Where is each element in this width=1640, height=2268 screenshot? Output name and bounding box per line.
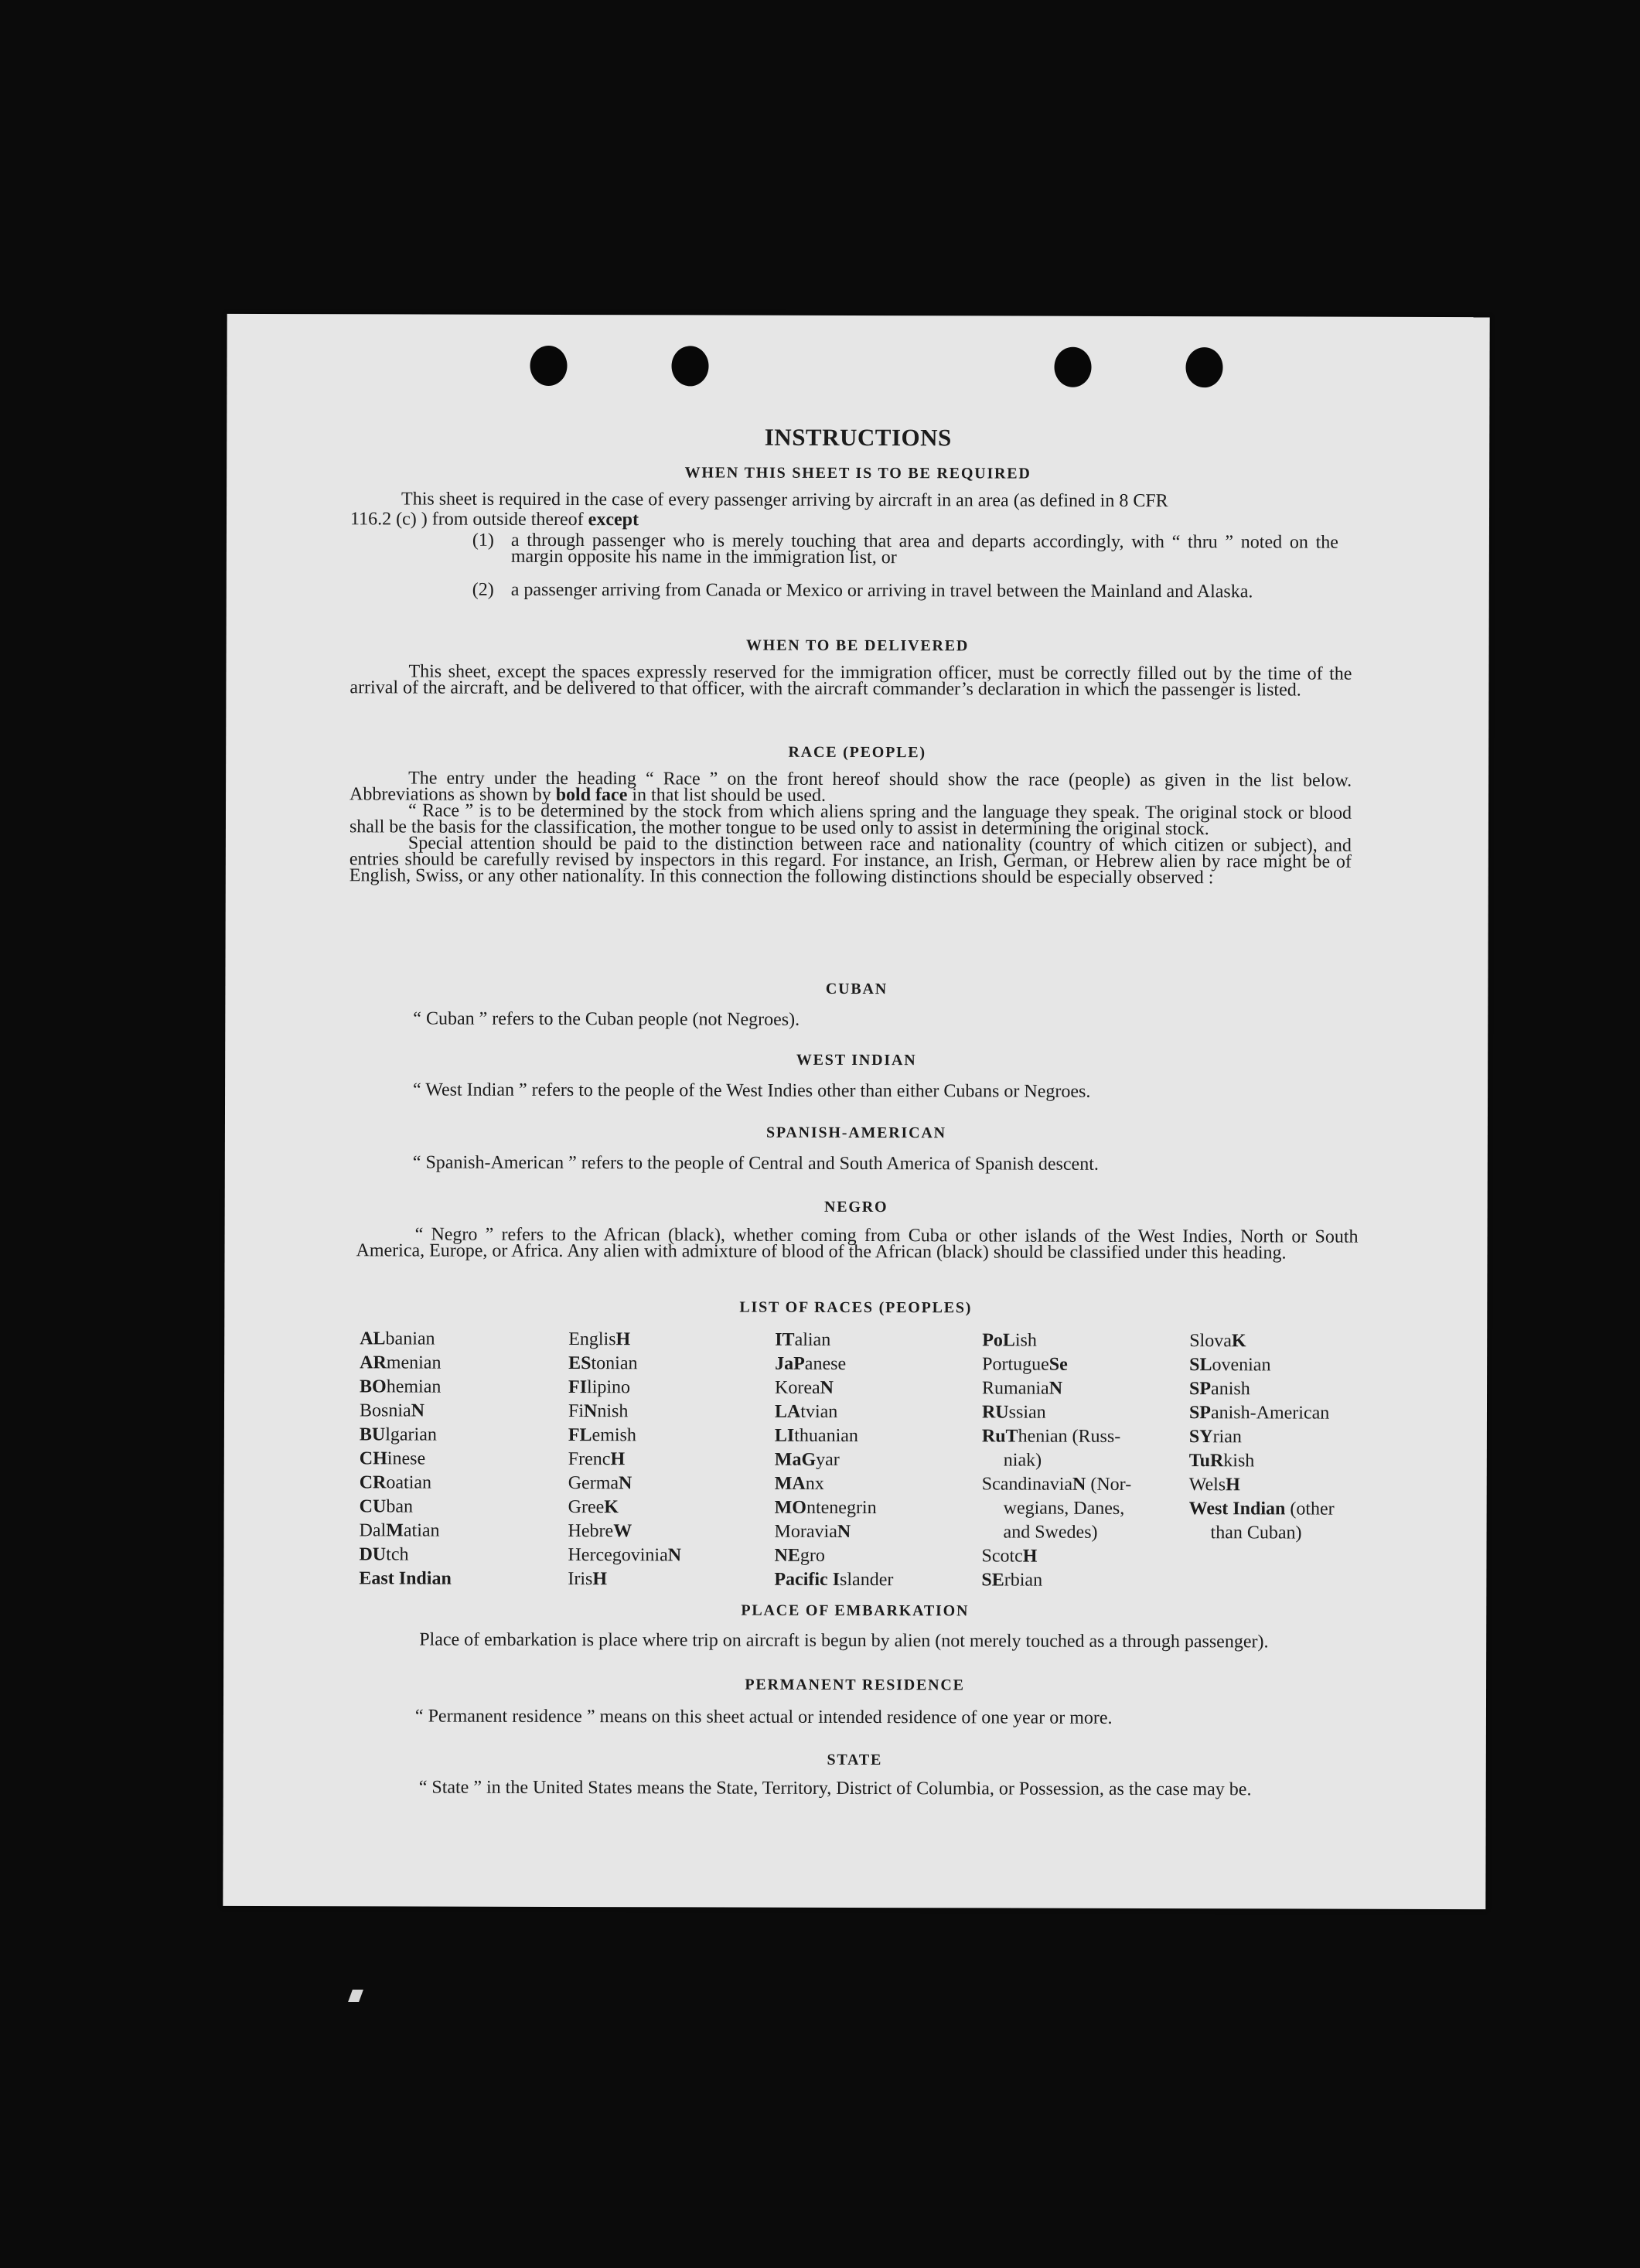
race-paragraphs bbox=[349, 770, 1352, 886]
punch-hole bbox=[1185, 347, 1222, 387]
race-entry: EStonian bbox=[568, 1353, 638, 1374]
race-paragraph-2: “ Race ” is to be determined by the stock from which aliens spring and the language they speak. The original stock or blood shall be the basis for the classification, the mother tongue to be used only to assist in determining the original stock. bbox=[349, 800, 1352, 840]
races-column bbox=[981, 1328, 1187, 1593]
race-entry: TuRkish bbox=[1188, 1451, 1255, 1472]
race-entry: BosniaN bbox=[359, 1400, 425, 1421]
race-paragraph-3: Special attention should be paid to the distinction between race and nationality (country of which citizen or subject), and entries should be carefully revised by inspectors in this regard. For instance, an Irish, German, or Hebrew alien by race might be of English, Swiss, or any other nationality. In this connection the following distinctions should be especially observed : bbox=[349, 833, 1352, 888]
heading-state: STATE bbox=[827, 1751, 883, 1769]
heading-spanish-american: SPANISH-AMERICAN bbox=[765, 1124, 946, 1142]
races-column bbox=[774, 1328, 980, 1593]
race-entry: HebreW bbox=[568, 1521, 632, 1542]
race-entry: BOhemian bbox=[360, 1376, 442, 1397]
races-column bbox=[568, 1328, 773, 1592]
race-entry: LAtvian bbox=[774, 1401, 838, 1422]
race-entry: RuThenian (Russ- niak) bbox=[981, 1426, 1121, 1471]
race-entry: RumaniaN bbox=[982, 1378, 1063, 1399]
heading-list-of-races: LIST OF RACES (PEOPLES) bbox=[739, 1298, 973, 1317]
race-paragraph-1: The entry under the heading “ Race ” on the front hereof should show the race (people) as given in the list below. Abbreviations as shown by bold face in that list should be used. bbox=[349, 768, 1352, 806]
punch-hole bbox=[671, 346, 708, 386]
heading-negro: NEGRO bbox=[823, 1198, 888, 1216]
race-entry: Pacific Islander bbox=[774, 1569, 894, 1591]
document-sheet: INSTRUCTIONS WHEN THIS SHEET IS TO BE REQUIRED This sheet is required in the case of every passenger arriving by aircraft in an area (as defined in 8 CFR 116.2 (c) ) from outside thereof except (1) a through passenger who is merely touching that area and departs accordingly, with “ thru ” noted on the margin opposite his name in the immigration list, or (2) a passenger arriving from Canada or Mexico or arriving in travel between the Mainland and Alaska. WHEN TO BE DELIVERED This sheet, except the spaces expressly reserved for the immigration officer, must be correctly filled out by the time of the arrival of the aircraft, and be delivered to that officer, with the aircraft commander’s declaration in which the passenger is listed. RACE (PEOPLE) The entry under the heading “ Race ” on the front hereof should show the race (people) as given in the list below. Abbreviations as shown by bold face in that list should be used. “ Race ” is to be determined by the stock from which aliens spring and the language they speak. The original stock or blood shall be the basis for the classification, the mother tongue to be used only to assist in determining the original stock. Special attention should be paid to the distinction between race and nationality (country of which citizen or subject), and entries should be carefully revised by inspectors in this regard. For instance, an Irish, German, or Hebrew alien by race might be of English, Swiss, or any other nationality. In this connection the following distinctions should be especially observed : CUBAN “ Cuban ” refers to the Cuban people (not Negroes). WEST INDIAN “ West Indian ” refers to the people of the West Indies other than either Cubans or Negroes. SPANISH-AMERICAN “ Spanish-American ” refers to the people of Central and South America of Spanish descent. NEGRO “ Negro ” refers to the African (black), whether coming from Cuba or other islands of the West Indies, North or South America, Europe, or Africa. Any alien with admixture of blood of the African (black) should be classified under this heading. LIST OF RACES (PEOPLES) ALbanian ARmenian BOhemian BosniaN BUlgarian CHinese CRoatian CUban DalMatian DUtch East Indian EnglisH EStonian FIlipino FiNnish FLemish FrencH GermaN GreeK HebreW HercegoviniaN IrisH ITalian JaPanese KoreaN LAtvian LIthuanian MaGyar MAnx MOntenegrin MoraviaN NEgro Pacific Islander PoLish PortugueSe RumaniaN RUssian RuThenian (Russ- niak) ScandinaviaN (Nor- wegians, Danes, and Swedes) ScotcH SErbian SlovaK SLovenian SPanish SPanish-American SYrian TuRkish WelsH West Indian (other than Cuban) PLACE OF EMBARKATION Place of embarkation is place where trip on aircraft is begun by alien (not merely touched as a through passenger). PERMANENT RESIDENCE “ Permanent residence ” means on this sheet actual or intended residence of one year or more. STATE “ State ” in the United States means the State, Territory, District of Columbia, or Possession, as the case may be. bbox=[223, 314, 1489, 1909]
heading-when-required: WHEN THIS SHEET IS TO BE REQUIRED bbox=[684, 464, 1031, 483]
residence-text: “ Permanent residence ” means on this sheet actual or intended residence of one year or more. bbox=[414, 1706, 1113, 1728]
race-entry: SYrian bbox=[1188, 1427, 1242, 1448]
race-entry: West Indian (other than Cuban) bbox=[1188, 1499, 1335, 1543]
race-entry: BUlgarian bbox=[359, 1424, 437, 1445]
spanish-american-text: “ Spanish-American ” refers to the people of Central and South America of Spanish descent. bbox=[412, 1152, 1099, 1175]
heading-when-delivered: WHEN TO BE DELIVERED bbox=[745, 636, 970, 655]
race-entry: JaPanese bbox=[775, 1353, 847, 1374]
race-entry: SLovenian bbox=[1189, 1355, 1271, 1376]
race-entry: FLemish bbox=[568, 1425, 636, 1446]
race-entry: PoLish bbox=[982, 1330, 1037, 1351]
heading-embarkation: PLACE OF EMBARKATION bbox=[741, 1601, 970, 1620]
race-entry: CHinese bbox=[359, 1448, 426, 1469]
state-paragraph: “ State ” in the United States means the State, Territory, District of Columbia, or Possession, as the case may be. bbox=[418, 1777, 1252, 1800]
heading-cuban: CUBAN bbox=[825, 980, 888, 998]
delivered-paragraph: This sheet, except the spaces expressly reserved for the immigration officer, must be correctly filled out by the time of the arrival of the aircraft, and be delivered to that officer, with the aircraft commander’s declaration in which the passenger is listed. bbox=[349, 661, 1352, 701]
race-entry: MAnx bbox=[774, 1473, 824, 1494]
race-entry: CUban bbox=[359, 1496, 414, 1517]
heading-permanent-residence: PERMANENT RESIDENCE bbox=[745, 1676, 965, 1694]
race-entry: EnglisH bbox=[568, 1329, 631, 1350]
race-entry: FIlipino bbox=[568, 1377, 631, 1398]
races-column bbox=[359, 1327, 564, 1591]
race-entry: and Swedes) bbox=[1003, 1522, 1098, 1543]
heading-west-indian: WEST INDIAN bbox=[796, 1051, 917, 1069]
race-entry: ARmenian bbox=[360, 1352, 442, 1373]
race-entry: East Indian bbox=[359, 1568, 452, 1589]
punch-hole bbox=[530, 346, 567, 386]
race-entry: ScotcH bbox=[981, 1546, 1038, 1567]
race-entry: FiNnish bbox=[568, 1401, 629, 1422]
intro-line-2: 116.2 (c) ) from outside thereof except bbox=[349, 509, 639, 530]
heading-race: RACE (PEOPLE) bbox=[788, 743, 926, 762]
race-entry: SPanish-American bbox=[1188, 1403, 1330, 1424]
race-entry: PortugueSe bbox=[982, 1354, 1068, 1375]
race-entry: SlovaK bbox=[1189, 1331, 1246, 1352]
race-entry: LIthuanian bbox=[774, 1425, 858, 1447]
intro-line-1: This sheet is required in the case of every passenger arriving by aircraft in an area (as defined in 8 CFR bbox=[401, 489, 1168, 512]
race-entry: KoreaN bbox=[775, 1377, 834, 1398]
race-entry: DUtch bbox=[359, 1544, 409, 1565]
cuban-text: “ Cuban ” refers to the Cuban people (not Negroes). bbox=[413, 1008, 800, 1030]
west-indian-text: “ West Indian ” refers to the people of the West Indies other than either Cubans or Negroes. bbox=[413, 1079, 1091, 1102]
race-entry: MOntenegrin bbox=[774, 1497, 877, 1519]
race-entry: RUssian bbox=[981, 1402, 1046, 1423]
race-entry: HercegoviniaN bbox=[568, 1545, 682, 1566]
race-entry: ITalian bbox=[775, 1329, 831, 1350]
race-entry: ScandinaviaN (Nor- wegians, Danes, bbox=[981, 1474, 1132, 1519]
race-entry: MoraviaN bbox=[774, 1521, 851, 1542]
scan-artifact bbox=[348, 1990, 363, 2002]
negro-paragraph: “ Negro ” refers to the African (black), whether coming from Cuba or other islands of the West Indies, North or South America, Europe, or Africa. Any alien with admixture of blood of the African (black) should be classified under this heading. bbox=[356, 1224, 1359, 1264]
race-entry: SErbian bbox=[981, 1570, 1043, 1591]
race-entry: MaGyar bbox=[774, 1449, 840, 1470]
race-entry: DalMatian bbox=[359, 1520, 440, 1541]
race-entry: FrencH bbox=[568, 1449, 626, 1470]
race-entry: GreeK bbox=[568, 1497, 619, 1518]
page-title: INSTRUCTIONS bbox=[764, 423, 952, 452]
races-column bbox=[1189, 1329, 1395, 1546]
race-entry: NEgro bbox=[774, 1545, 825, 1566]
race-entry: GermaN bbox=[568, 1473, 632, 1494]
punch-hole bbox=[1054, 347, 1091, 387]
race-entry: SPanish bbox=[1189, 1379, 1250, 1400]
race-entry: ALbanian bbox=[360, 1328, 435, 1349]
race-entry: CRoatian bbox=[359, 1472, 432, 1493]
embarkation-paragraph: Place of embarkation is place where trip on aircraft is begun by alien (not merely touched as a through passenger). bbox=[419, 1629, 1269, 1652]
race-entry: IrisH bbox=[568, 1569, 608, 1590]
races-list bbox=[359, 1327, 1380, 1591]
race-entry: WelsH bbox=[1188, 1475, 1240, 1496]
